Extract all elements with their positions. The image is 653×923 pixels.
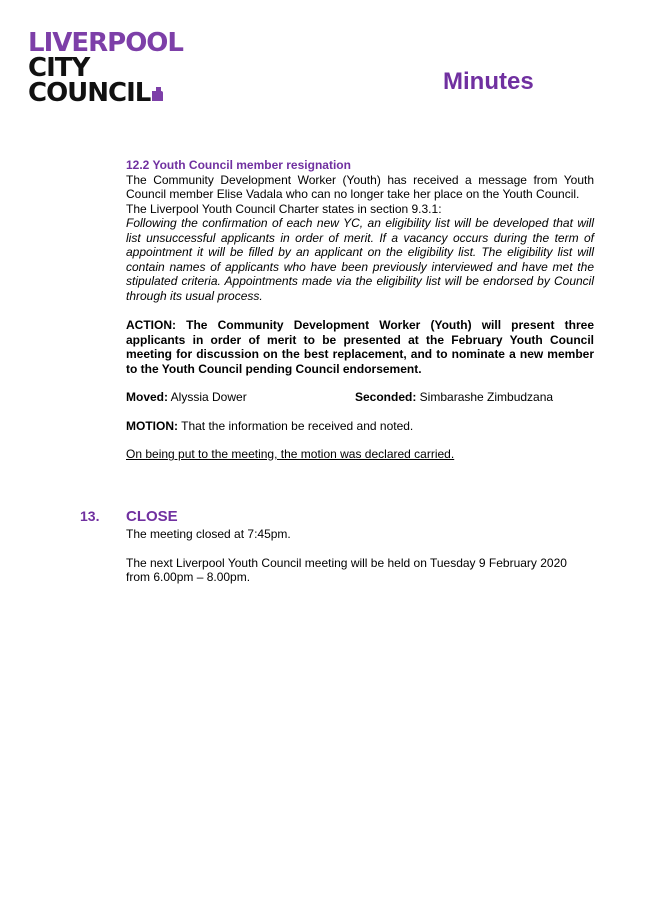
moved-seconded-row (126, 390, 594, 405)
meeting-closed-text: The meeting closed at 7:45pm. (126, 527, 291, 541)
item-12-2-action: ACTION: The Community Development Worker (Youth) will present three applicants in order of merit to be presented at the February Youth Council meeting for discussion on the best replacement, and to nominate a new member to the Youth Council pending Council endorsement. (126, 318, 594, 376)
item-13-number: 13. (80, 508, 100, 524)
moved-value: Alyssia Dower (168, 390, 247, 404)
motion-label: MOTION: (126, 418, 178, 433)
next-meeting-text: The next Liverpool Youth Council meeting will be held on Tuesday 9 February 2020 from 6.00pm – 8.00pm. (126, 555, 567, 584)
liverpool-city-council-logo (28, 28, 218, 108)
item-12-2-charter-quote: Following the confirmation of each new YC, an eligibility list will be developed that will list unsuccessful applicants in order of merit. If a vacancy occurs during the term of appointment it will be filled by an applicant on the eligibility list. The eligibility list will contain names of applicants who have been previously interviewed and have met the stipulated criteria. Appointments made via the eligibility list will be endorsed by Council through its usual process. (126, 216, 594, 303)
item-12-2-section (126, 158, 594, 462)
moved-field (126, 390, 355, 405)
item-12-2-heading: 12.2 Youth Council member resignation (126, 158, 351, 172)
item-12-2-intro: The Community Development Worker (Youth) has received a message from Youth Council member Elise Vadala who can no longer take her place on the Youth Council. (126, 172, 594, 201)
moved-label: Moved: (126, 390, 168, 404)
logo-line-liverpool: LIVERPOOL (28, 28, 183, 58)
motion-result: On being put to the meeting, the motion was declared carried. (126, 447, 455, 461)
motion-value: That the information be received and noted. (178, 418, 414, 433)
item-12-2-charter-ref: The Liverpool Youth Council Charter states in section 9.3.1: (126, 201, 442, 216)
seconded-field (355, 390, 553, 405)
item-13-title: CLOSE (126, 508, 178, 525)
item-13-body (126, 527, 594, 585)
logo-line-council-text: COUNCIL (28, 78, 151, 108)
document-title: Minutes (443, 68, 534, 95)
logo-line-city: CITY (28, 53, 90, 83)
motion-field (126, 419, 594, 434)
seconded-value: Simbarashe Zimbudzana (416, 390, 554, 404)
logo-mark-icon (152, 91, 163, 101)
seconded-label: Seconded: (355, 390, 417, 404)
logo-line-council (28, 78, 218, 108)
